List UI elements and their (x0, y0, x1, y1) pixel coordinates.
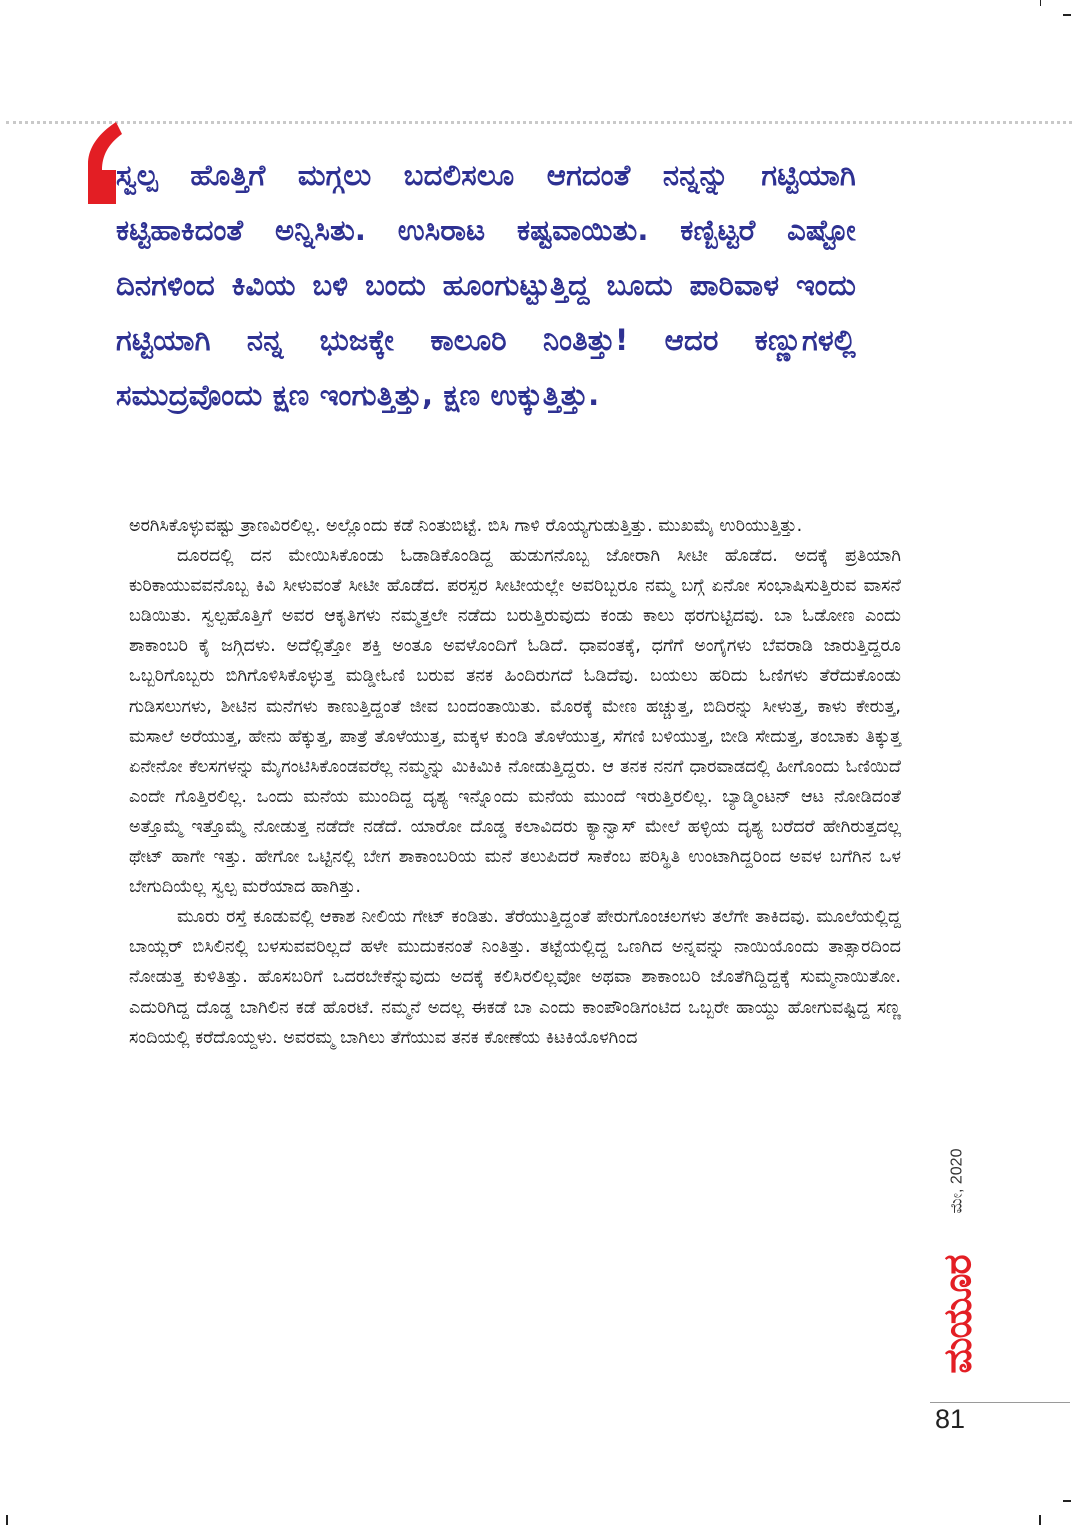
page-number: 81 (935, 1404, 966, 1434)
article-body (129, 511, 901, 1053)
issue-date-text: ಮೇ, 2020 (948, 1148, 966, 1214)
paragraph: ದೂರದಲ್ಲಿ ದನ ಮೇಯಿಸಿಕೊಂಡು ಓಡಾಡಿಕೊಂಡಿದ್ದ ಹುಡುಗನೊಬ್ಬ ಜೋರಾಗಿ ಸೀಟೀ ಹೊಡೆದ. ಅದಕ್ಕೆ ಪ್ರತಿಯಾಗಿ ಕುರಿಕಾಯುವವನೊಬ್ಬ ಕಿವಿ ಸೀಳುವಂತೆ ಸೀಟೀ ಹೊಡೆದ. ಪರಸ್ಪರ ಸೀಟೀಯಲ್ಲೇ ಅವರಿಬ್ಬರೂ ನಮ್ಮ ಬಗ್ಗೆ ಏನೋ ಸಂಭಾಷಿಸುತ್ತಿರುವ ವಾಸನೆ ಬಡಿಯಿತು. ಸ್ವಲ್ಪಹೊತ್ತಿಗೆ ಅವರ ಆಕೃತಿಗಳು ನಮ್ಮತ್ತಲೇ ನಡೆದು ಬರುತ್ತಿರುವುದು ಕಂಡು ಕಾಲು ಥರಗುಟ್ಟಿದವು. ಬಾ ಓಡೋಣ ಎಂದು ಶಾಕಾಂಬರಿ ಕೈ ಜಗ್ಗಿದಳು. ಅದೆಲ್ಲಿತ್ತೋ ಶಕ್ತಿ ಅಂತೂ ಅವಳೊಂದಿಗೆ ಓಡಿದೆ. ಧಾವಂತಕ್ಕೆ, ಧಗೆಗೆ ಅಂಗೈಗಳು ಬೆವರಾಡಿ ಜಾರುತ್ತಿದ್ದರೂ ಒಬ್ಬರಿಗೊಬ್ಬರು ಬಿಗಿಗೊಳಿಸಿಕೊಳ್ಳುತ್ತ ಮಡ್ಡೀಓಣಿ ಬರುವ ತನಕ ಹಿಂದಿರುಗದೆ ಓಡಿದೆವು. ಬಯಲು ಹರಿದು ಓಣಿಗಳು ತೆರೆದುಕೊಂಡು ಗುಡಿಸಲುಗಳು, ಶೀಟಿನ ಮನೆಗಳು ಕಾಣುತ್ತಿದ್ದಂತೆ ಜೀವ ಬಂದಂತಾಯಿತು. ಮೊರಕ್ಕೆ ಮೇಣ ಹಚ್ಚುತ್ತ, ಬಿದಿರನ್ನು ಸೀಳುತ್ತ, ಕಾಳು ಕೇರುತ್ತ, ಮಸಾಲೆ ಅರೆಯುತ್ತ, ಹೇನು ಹೆಕ್ಕುತ್ತ, ಪಾತ್ರೆ ತೊಳೆಯುತ್ತ, ಮಕ್ಕಳ ಕುಂಡಿ ತೊಳೆಯುತ್ತ, ಸೆಗಣಿ ಬಳಿಯುತ್ತ, ಬೀಡಿ ಸೇದುತ್ತ, ತಂಬಾಕು ತಿಕ್ಕುತ್ತ ಏನೇನೋ ಕೆಲಸಗಳನ್ನು ಮೈಗಂಟಿಸಿಕೊಂಡವರೆಲ್ಲ ನಮ್ಮನ್ನು ಮಿಕಿಮಿಕಿ ನೋಡುತ್ತಿದ್ದರು. ಆ ತನಕ ನನಗೆ ಧಾರವಾಡದಲ್ಲಿ ಹೀಗೊಂದು ಓಣಿಯಿದೆ ಎಂದೇ ಗೊತ್ತಿರಲಿಲ್ಲ. ಒಂದು ಮನೆಯ ಮುಂದಿದ್ದ ದೃಶ್ಯ ಇನ್ನೊಂದು ಮನೆಯ ಮುಂದೆ ಇರುತ್ತಿರಲಿಲ್ಲ. ಬ್ಯಾಡ್ಮಿಂಟನ್ ಆಟ ನೋಡಿದಂತೆ ಅತ್ತೊಮ್ಮೆ ಇತ್ತೊಮ್ಮೆ ನೋಡುತ್ತ ನಡೆದೇ ನಡೆದೆ. ಯಾರೋ ದೊಡ್ಡ ಕಲಾವಿದರು ಕ್ಯಾನ್ವಾಸ್ ಮೇಲೆ ಹಳ್ಳಿಯ ದೃಶ್ಯ ಬರೆದರೆ ಹೇಗಿರುತ್ತದಲ್ಲ ಥೇಟ್ ಹಾಗೇ ಇತ್ತು. ಹೇಗೋ ಒಟ್ಟಿನಲ್ಲಿ ಬೇಗ ಶಾಕಾಂಬರಿಯ ಮನೆ ತಲುಪಿದರೆ ಸಾಕೆಂಬ ಪರಿಸ್ಥಿತಿ ಉಂಟಾಗಿದ್ದರಿಂದ ಅವಳ ಬಗೆಗಿನ ಒಳ ಬೇಗುದಿಯೆಲ್ಲ ಸ್ವಲ್ಪ ಮರೆಯಾದ ಹಾಗಿತ್ತು. (129, 546, 901, 898)
pull-quote: ಸ್ವಲ್ಪ ಹೊತ್ತಿಗೆ ಮಗ್ಗಲು ಬದಲಿಸಲೂ ಆಗದಂತೆ ನನ್ನನ್ನು ಗಟ್ಟಿಯಾಗಿ ಕಟ್ಟಿಹಾಕಿದಂತೆ ಅನ್ನಿಸಿತು. ಉಸಿರಾಟ ಕಷ್ಟವಾಯಿತು. ಕಣ್ಬಿಟ್ಟರೆ ಎಷ್ಟೋ ದಿನಗಳಿಂದ ಕಿವಿಯ ಬಳಿ ಬಂದು ಹೂಂಗುಟ್ಟುತ್ತಿದ್ದ ಬೂದು ಪಾರಿವಾಳ ಇಂದು ಗಟ್ಟಿಯಾಗಿ ನನ್ನ ಭುಜಕ್ಕೇ ಕಾಲೂರಿ ನಿಂತಿತ್ತು! ಆದರ ಕಣ್ಣುಗಳಲ್ಲಿ ಸಮುದ್ರವೊಂದು ಕ್ಷಣ ಇಂಗುತ್ತಿತ್ತು, ಕ್ಷಣ ಉಕ್ಕುತ್ತಿತ್ತು. (116, 158, 856, 412)
magazine-logo (925, 1244, 991, 1384)
crop-mark (1063, 14, 1071, 16)
crop-mark (6, 1515, 8, 1525)
magazine-logo-text: ಮಯೂರ (935, 1254, 980, 1374)
issue-date (940, 1126, 974, 1236)
dotted-divider (6, 121, 1072, 124)
paragraph: ಅರಗಿಸಿಕೊಳ್ಳುವಷ್ಟು ತ್ರಾಣವಿರಲಿಲ್ಲ. ಅಲ್ಲೊಂದು ಕಡೆ ನಿಂತುಬಿಟ್ಟೆ. ಬಿಸಿ ಗಾಳಿ ರೊಯ್ಯಗುಡುತ್ತಿತ್ತು. ಮುಖಮೈ ಉರಿಯುತ್ತಿತ್ತು. (129, 516, 803, 536)
crop-mark (1039, 1515, 1041, 1525)
paragraph: ಮೂರು ರಸ್ತೆ ಕೂಡುವಲ್ಲಿ ಆಕಾಶ ನೀಲಿಯ ಗೇಟ್ ಕಂಡಿತು. ತೆರೆಯುತ್ತಿದ್ದಂತೆ ಪೇರುಗೊಂಚಲಗಳು ತಲೆಗೇ ತಾಕಿದವು. ಮೂಲೆಯಲ್ಲಿದ್ದ ಬಾಯ್ಲರ್ ಬಿಸಿಲಿನಲ್ಲಿ ಬಳಸುವವರಿಲ್ಲದೆ ಹಳೇ ಮುದುಕನಂತೆ ನಿಂತಿತ್ತು. ತಟ್ಟೆಯಲ್ಲಿದ್ದ ಒಣಗಿದ ಅನ್ನವನ್ನು ನಾಯಿಯೊಂದು ತಾತ್ಸಾರದಿಂದ ನೋಡುತ್ತ ಕುಳಿತಿತ್ತು. ಹೊಸಬರಿಗೆ ಒದರಬೇಕೆನ್ನುವುದು ಅದಕ್ಕೆ ಕಲಿಸಿರಲಿಲ್ಲವೋ ಅಥವಾ ಶಾಕಾಂಬರಿ ಜೊತೆಗಿದ್ದಿದ್ದಕ್ಕೆ ಸುಮ್ಮನಾಯಿತೋ. ಎದುರಿಗಿದ್ದ ದೊಡ್ಡ ಬಾಗಿಲಿನ ಕಡೆ ಹೊರಟೆ. ನಮ್ಮನೆ ಅದಲ್ಲ ಈಕಡೆ ಬಾ ಎಂದು ಕಾಂಪೌಂಡಿಗಂಟಿದ ಒಬ್ಬರೇ ಹಾಯ್ದು ಹೋಗುವಷ್ಟಿದ್ದ ಸಣ್ಣ ಸಂದಿಯಲ್ಲಿ ಕರೆದೊಯ್ದಳು. ಅವರಮ್ಮ ಬಾಗಿಲು ತೆಗೆಯುವ ತನಕ ಕೋಣೆಯ ಕಿಟಕಿಯೊಳಗಿಂದ (129, 907, 901, 1048)
crop-mark (1063, 1500, 1071, 1502)
crop-mark (1040, 0, 1041, 6)
footer-rule (930, 1402, 1070, 1403)
